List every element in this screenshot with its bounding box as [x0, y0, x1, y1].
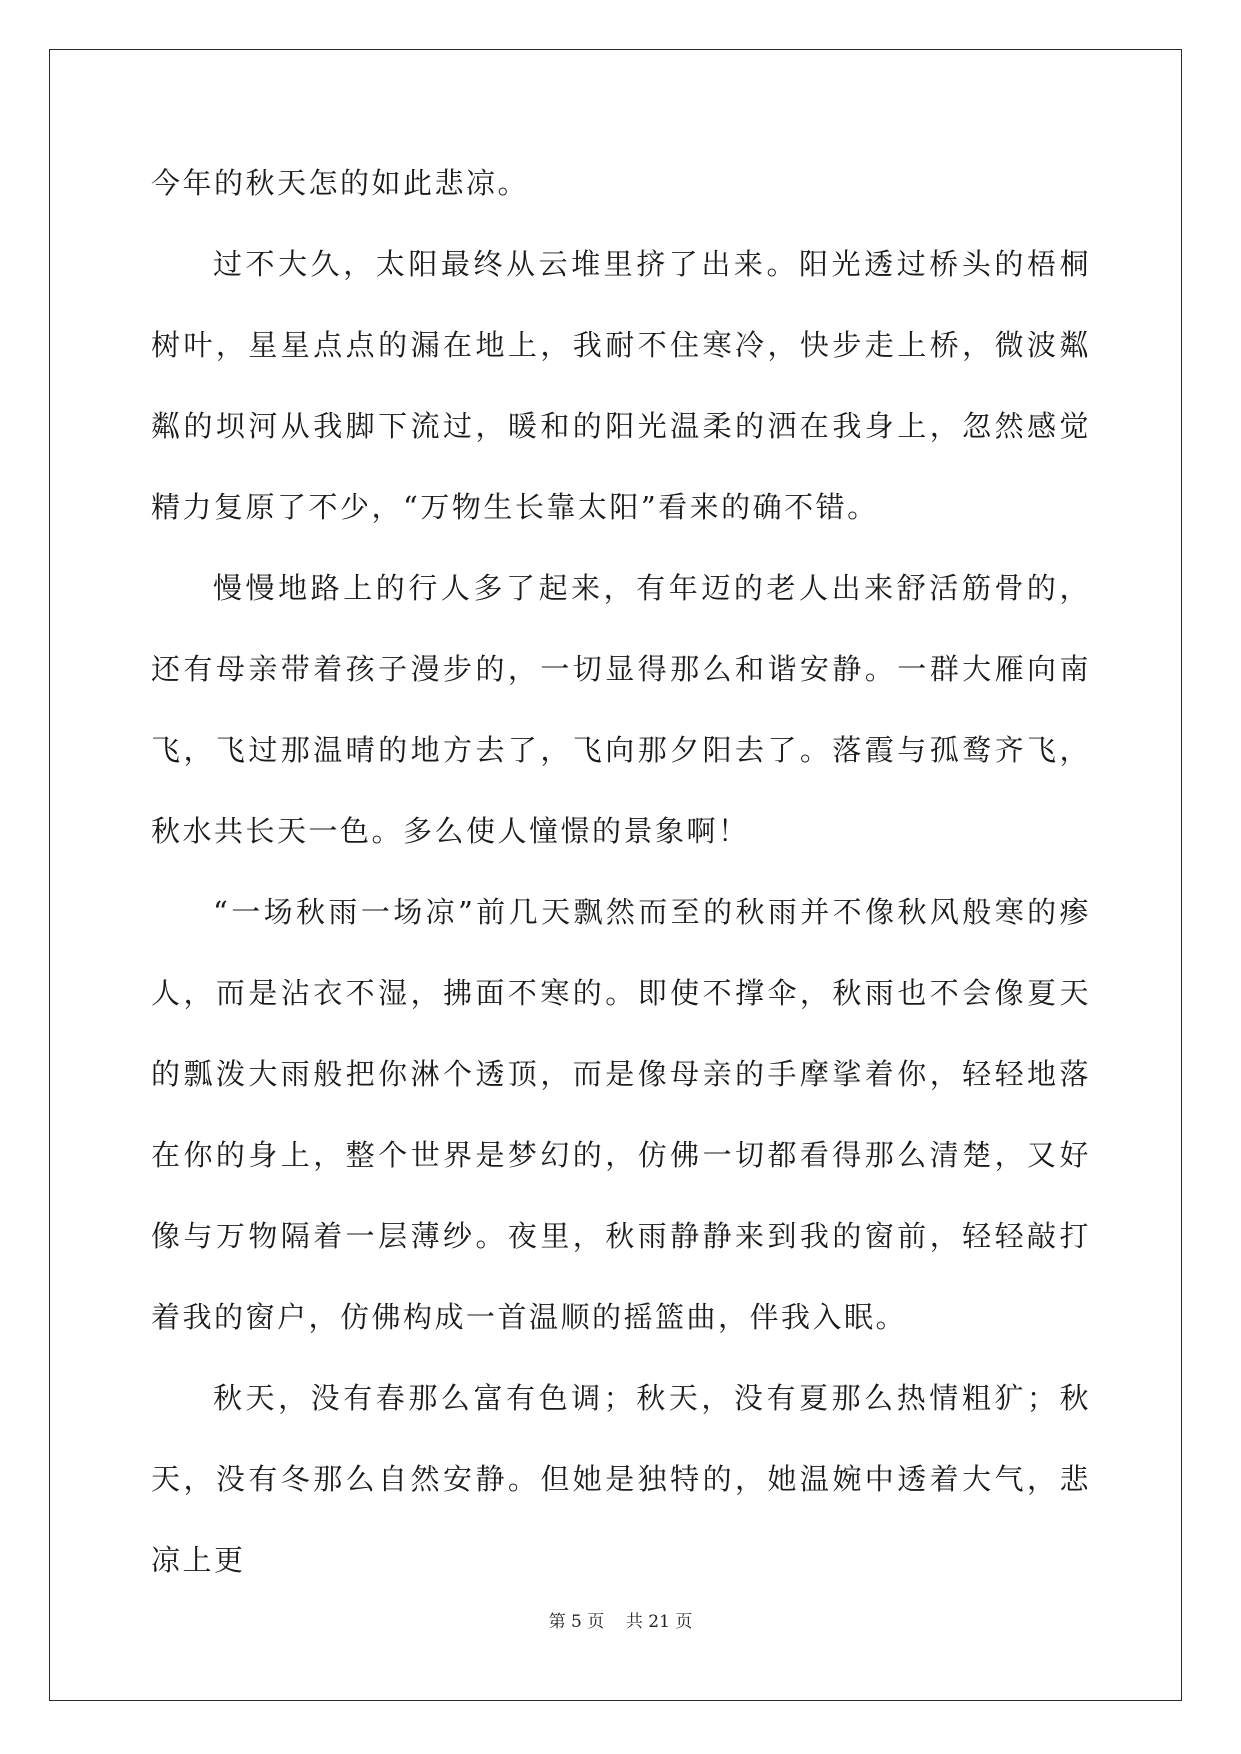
- paragraph-1: 今年的秋天怎的如此悲凉。: [151, 166, 530, 200]
- paragraph-3: 慢慢地路上的行人多了起来，有年迈的老人出来舒活筋骨的，还有母亲带着孩子漫步的，一切显得那么和谐安静。一群大雁向南飞，飞过那温晴的地方去了，飞向那夕阳去了。落霞与孤鹜齐飞，秋水共长天一色。多么使人憧憬的景象啊！: [151, 571, 1091, 848]
- page-total: 共 21 页: [625, 1612, 693, 1632]
- paragraph-4: “一场秋雨一场凉”前几天飘然而至的秋雨并不像秋风般寒的瘆人，而是沾衣不湿，拂面不寒的。即使不撑伞，秋雨也不会像夏天的瓢泼大雨般把你淋个透顶，而是像母亲的手摩挲着你，轻轻地落在你的身上，整个世界是梦幻的，仿佛一切都看得那么清楚，又好像与万物隔着一层薄纱。夜里，秋雨静静来到我的窗前，轻轻敲打着我的窗户，仿佛构成一首温顺的摇篮曲，伴我入眠。: [151, 895, 1091, 1334]
- paragraph-5: 秋天，没有春那么富有色调；秋天，没有夏那么热情粗犷；秋天，没有冬那么自然安静。但她是独特的，她温婉中透着大气，悲凉上更: [151, 1381, 1091, 1577]
- page-footer: [0, 1610, 1241, 1634]
- paragraph-2: 过不大久，太阳最终从云堆里挤了出来。阳光透过桥头的梧桐树叶，星星点点的漏在地上，我耐不住寒冷，快步走上桥，微波粼粼的坝河从我脚下流过，暖和的阳光温柔的洒在我身上，忽然感觉精力复原了不少，“万物生长靠太阳”看来的确不错。: [151, 247, 1091, 524]
- page-number: 第 5 页: [548, 1612, 605, 1632]
- document-body: [151, 143, 1091, 1601]
